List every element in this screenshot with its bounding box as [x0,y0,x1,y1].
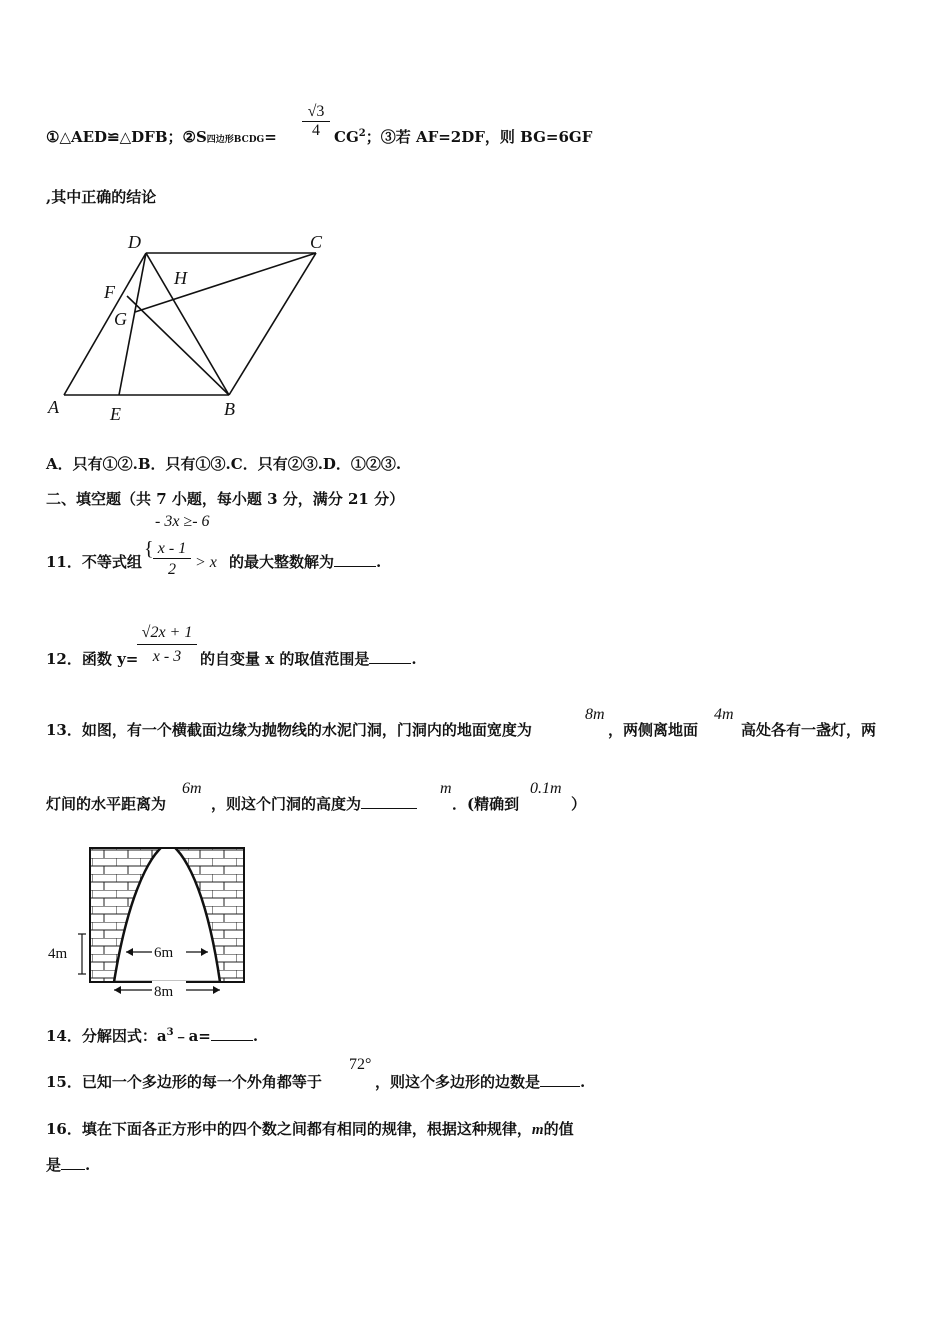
q13-precision: 0.1m [530,780,562,797]
q11-inequality-top: - 3x ≥- 6 [155,513,210,530]
q12-prefix: 12．函数 y= [46,650,139,668]
label-A: A [48,397,59,417]
label-G: G [114,309,127,329]
q11-answer-blank[interactable] [334,566,376,567]
q11-gt: > x [195,554,217,571]
q13-line2-b: ，则这个门洞的高度为 [211,793,417,814]
q11-prefix: 11．不等式组 [46,553,142,571]
width-6m-label: 6m [154,945,174,961]
q12-suffix: 的自变量 x 的取值范围是 . [200,650,417,668]
q13-line2-a: 灯间的水平距离为 [46,795,167,813]
q11-fraction: x - 1 2 [153,540,191,579]
q11-brace: { [144,538,154,560]
q11-suffix: 的最大整数解为 . [229,553,382,571]
q15-answer-blank[interactable] [540,1086,580,1087]
parallelogram-figure [40,228,340,428]
q12-fraction: √2x + 1 x - 3 [137,624,197,666]
edge-AD [64,253,146,395]
conclusion-prompt: ,其中正确的结论 [46,188,157,206]
edge-CB [229,253,316,395]
label-C: C [310,232,323,252]
q13-line1-b: ，两侧离地面 [608,721,699,739]
q14-answer-blank[interactable] [211,1040,253,1041]
answer-options: A．只有①②.B．只有①③.C．只有②③.D．①②③. [46,455,402,473]
q13-6m: 6m [182,780,202,797]
q15-suffix: ，则这个多边形的边数是 . [375,1073,586,1091]
area-symbol: S [195,128,207,146]
segment-FB [127,296,229,395]
q13-unit: m [440,780,452,797]
q16-answer-blank[interactable] [61,1169,85,1170]
label-B: B [224,399,235,419]
q13-line1-a: 13．如图，有一个横截面边缘为抛物线的水泥门洞，门洞内的地面宽度为 [46,721,532,739]
conclusions-line-tail: $CG^2$；③若 AF=2DF，则 BG=6GF [334,128,593,146]
q16-line2: 是 . [46,1156,91,1174]
q12-answer-blank[interactable] [369,663,411,664]
label-F: F [104,282,115,302]
q13-4m: 4m [714,706,734,723]
archway-figure [44,842,250,1004]
q13-8m: 8m [585,706,605,723]
width-8m-label: 8m [154,984,174,1000]
conclusions-line: ①△AED≌△DFB；②S四边形BCDG= [46,128,277,146]
q15-angle: 72° [349,1056,372,1073]
segment-GC [135,253,316,312]
q13-line1-c: 高处各有一盏灯，两 [741,721,877,739]
q16-line1: 16．填在下面各正方形中的四个数之间都有相同的规律，根据这种规律，m的值 [46,1120,574,1138]
q14-line: 14．分解因式：$a^3﹣a=$ . [46,1027,259,1045]
label-H: H [174,268,187,288]
label-D: D [128,232,141,252]
diagonal-DB [146,253,229,395]
section-heading: 二、填空题（共 7 小题，每小题 3 分，满分 21 分） [46,490,405,508]
q13-answer-blank[interactable] [361,808,417,809]
q15-prefix: 15．已知一个多边形的每一个外角都等于 [46,1073,322,1091]
height-4m-label: 4m [48,946,68,962]
q13-line2-d: ） [571,795,587,813]
sqrt3-fraction: √3 4 [302,103,330,140]
label-E: E [110,404,121,424]
q13-line2-c: ．(精确到 [452,795,520,813]
